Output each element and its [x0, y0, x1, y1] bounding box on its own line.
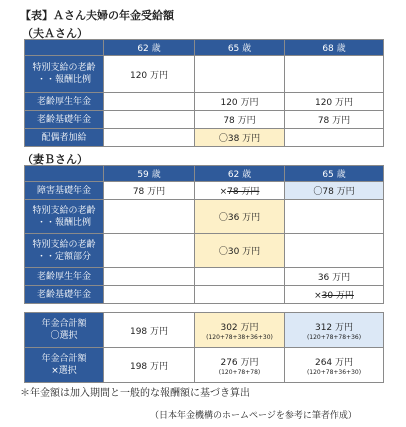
- row-label: 特別支給の老齢 ・・報酬比例: [25, 200, 104, 234]
- cell: [285, 200, 384, 234]
- cell-total: 276 万円 (120+78+78): [195, 348, 285, 383]
- cell: 120 万円: [285, 93, 384, 111]
- cell: 120 万円: [104, 56, 195, 93]
- cell: [285, 129, 384, 147]
- cell: [104, 200, 195, 234]
- cell: [195, 286, 285, 304]
- cell-selected: 〇78 万円: [285, 182, 384, 200]
- row-label: 老齢基礎年金: [25, 286, 104, 304]
- header-age: 62 歳: [104, 40, 195, 56]
- cell: 198 万円: [104, 313, 195, 348]
- table-row: [25, 234, 384, 268]
- table-row: [25, 348, 384, 383]
- row-label: 老齢厚生年金: [25, 268, 104, 286]
- cell: [104, 268, 195, 286]
- cell: [195, 56, 285, 93]
- row-label: 特別支給の老齢 ・・報酬比例: [25, 56, 104, 93]
- wife-section-label: （妻Ｂさん）: [22, 153, 88, 166]
- row-label: 老齢厚生年金: [25, 93, 104, 111]
- cell: [285, 56, 384, 93]
- cell-selected: 〇38 万円: [195, 129, 285, 147]
- cell: [104, 286, 195, 304]
- cell: 120 万円: [195, 93, 285, 111]
- header-age: 65 歳: [195, 40, 285, 56]
- cell: [195, 268, 285, 286]
- cell-total: 302 万円 (120+78+38+36+30): [195, 313, 285, 348]
- husband-table: [24, 39, 384, 147]
- header-age: 62 歳: [195, 166, 285, 182]
- table-row: [25, 111, 384, 129]
- cell: [104, 93, 195, 111]
- cell-selected: 〇30 万円: [195, 234, 285, 268]
- cell: 36 万円: [285, 268, 384, 286]
- footnote: ＊年金額は加入期間と一般的な報酬額に基づき算出: [20, 388, 250, 399]
- row-label: 配偶者加給: [25, 129, 104, 147]
- table-row: [25, 129, 384, 147]
- cell: [104, 234, 195, 268]
- table-row: [25, 268, 384, 286]
- table-row: [25, 200, 384, 234]
- totals-table: [24, 312, 384, 383]
- cell-total: 312 万円 (120+78+78+36): [285, 313, 384, 348]
- cell: [285, 234, 384, 268]
- row-label: 特別支給の老齢 ・・定額部分: [25, 234, 104, 268]
- cell: [104, 129, 195, 147]
- cell: 198 万円: [104, 348, 195, 383]
- row-label: 年金合計額 ×選択: [25, 348, 104, 383]
- cell-selected: 〇36 万円: [195, 200, 285, 234]
- row-label: 年金合計額 〇選択: [25, 313, 104, 348]
- row-label: 老齢基礎年金: [25, 111, 104, 129]
- header-age: 59 歳: [104, 166, 195, 182]
- header-age: 65 歳: [285, 166, 384, 182]
- cell-rejected: ×78 万円: [195, 182, 285, 200]
- wife-table: [24, 165, 384, 304]
- row-label: 障害基礎年金: [25, 182, 104, 200]
- table-title: 【表】Ａさん夫婦の年金受給額: [20, 9, 174, 22]
- header-corner: [25, 40, 104, 56]
- cell: [104, 111, 195, 129]
- header-corner: [25, 166, 104, 182]
- source-note: （日本年金機構のホームページを参考に筆者作成）: [150, 411, 357, 421]
- table-row: [25, 286, 384, 304]
- table-row: [25, 56, 384, 93]
- table-row: [25, 182, 384, 200]
- husband-section-label: （夫Ａさん）: [22, 27, 88, 40]
- header-age: 68 歳: [285, 40, 384, 56]
- table-row: [25, 93, 384, 111]
- cell-total: 264 万円 (120+78+36+30): [285, 348, 384, 383]
- cell: 78 万円: [195, 111, 285, 129]
- cell: 78 万円: [285, 111, 384, 129]
- cell: 78 万円: [104, 182, 195, 200]
- cell-rejected: ×30 万円: [285, 286, 384, 304]
- table-row: [25, 313, 384, 348]
